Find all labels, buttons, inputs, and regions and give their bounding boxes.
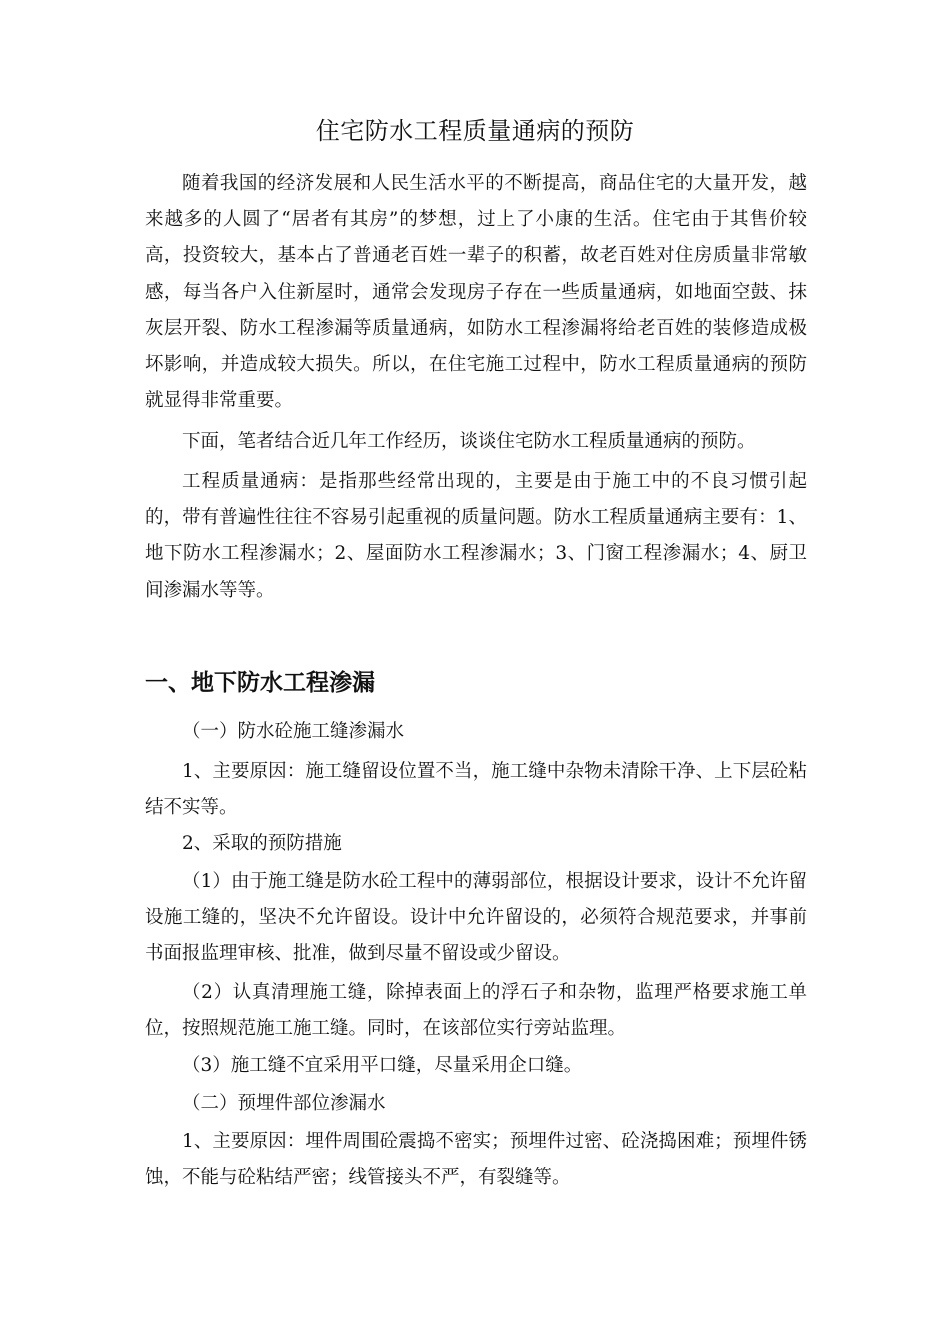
section1-paragraph-6: 1、主要原因：埋件周围砼震捣不密实；预埋件过密、砼浇捣困难；预埋件锈蚀，不能与砼粘结严密；线管接头不严，有裂缝等。	[145, 1131, 807, 1189]
subsection-heading-2: （二）预埋件部位渗漏水	[182, 1093, 386, 1114]
section1-paragraph-5: （3）施工缝不宜采用平口缝，尽量采用企口缝。	[182, 1055, 583, 1076]
intro-paragraph-1: 随着我国的经济发展和人民生活水平的不断提高，商品住宅的大量开发，越来越多的人圆了“居者有其房”的梦想，过上了小康的生活。住宅由于其售价较高，投资较大，基本占了普通老百姓一辈子的积蓄，故老百姓对住房质量非常敏感，每当各户入住新屋时，通常会发现房子存在一些质量通病，如地面空鼓、抹灰层开裂、防水工程渗漏等质量通病，如防水工程渗漏将给老百姓的装修造成极坏影响，并造成较大损失。所以，在住宅施工过程中，防水工程质量通病的预防就显得非常重要。	[145, 173, 807, 412]
subsection-heading-1: （一）防水砼施工缝渗漏水	[182, 721, 405, 742]
section1-paragraph-4: （2）认真清理施工缝，除掉表面上的浮石子和杂物，监理严格要求施工单位，按照规范施工施工缝。同时，在该部位实行旁站监理。	[145, 982, 807, 1040]
section-heading-1: 一、地下防水工程渗漏	[145, 669, 375, 696]
section1-paragraph-1: 1、主要原因：施工缝留设位置不当，施工缝中杂物未清除干净、上下层砼粘结不实等。	[145, 761, 807, 819]
section1-paragraph-2: 2、采取的预防措施	[182, 833, 342, 854]
section1-paragraph-3: （1）由于施工缝是防水砼工程中的薄弱部位，根据设计要求，设计不允许留设施工缝的，坚决不允许留设。设计中允许留设的，必须符合规范要求，并事前书面报监理审核、批准，做到尽量不留设或少留设。	[145, 871, 807, 965]
intro-paragraph-3: 工程质量通病：是指那些经常出现的，主要是由于施工中的不良习惯引起的，带有普遍性往往不容易引起重视的质量问题。防水工程质量通病主要有：1、地下防水工程渗漏水；2、屋面防水工程渗漏水；3、门窗工程渗漏水；4、厨卫间渗漏水等等。	[145, 471, 807, 601]
intro-paragraph-2: 下面，笔者结合近几年工作经历，谈谈住宅防水工程质量通病的预防。	[182, 431, 756, 452]
document-title: 住宅防水工程质量通病的预防	[315, 117, 635, 145]
